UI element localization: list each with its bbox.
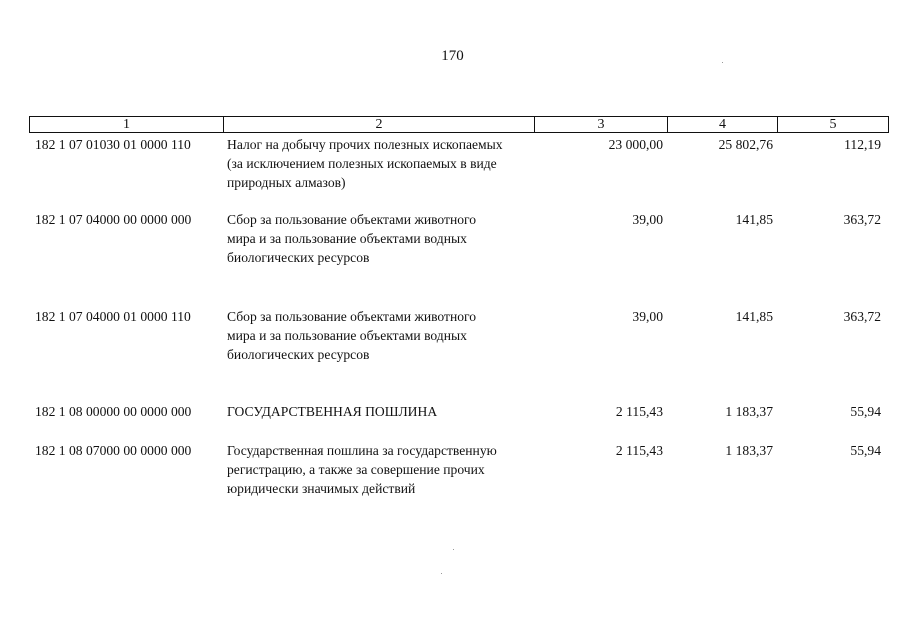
row-value-5: 112,19 bbox=[844, 137, 881, 152]
description-line: Налог на добычу прочих полезных ископаемых bbox=[227, 137, 503, 152]
row-code: 182 1 08 00000 00 0000 000 bbox=[35, 404, 192, 419]
column-header-1: 1 bbox=[30, 117, 224, 132]
column-header-5: 5 bbox=[829, 117, 837, 132]
row-code: 182 1 07 04000 01 0000 110 bbox=[35, 309, 191, 324]
description-line: Сбор за пользование объектами животного bbox=[227, 309, 477, 324]
row-value-5: 363,72 bbox=[843, 212, 881, 227]
description-line: юридически значимых действий bbox=[227, 481, 416, 496]
column-header-2: 2 bbox=[224, 117, 535, 132]
description-line: мира и за пользование объектами водных bbox=[227, 328, 467, 343]
row-code: 182 1 07 04000 00 0000 000 bbox=[35, 212, 192, 227]
description-line: Государственная пошлина за государственную bbox=[227, 443, 497, 458]
row-code: 182 1 07 01030 01 0000 110 bbox=[35, 137, 191, 152]
column-header-3: 3 bbox=[535, 117, 668, 132]
scan-speck bbox=[453, 549, 454, 550]
row-description bbox=[227, 441, 545, 498]
row-value-5: 363,72 bbox=[843, 309, 881, 324]
description-line: ГОСУДАРСТВЕННАЯ ПОШЛИНА bbox=[227, 404, 438, 419]
description-line: природных алмазов) bbox=[227, 175, 346, 190]
row-value-3: 23 000,00 bbox=[608, 137, 663, 152]
row-value-3: 39,00 bbox=[632, 212, 663, 227]
description-line: (за исключением полезных ископаемых в виде bbox=[227, 156, 497, 171]
scan-speck bbox=[441, 573, 442, 574]
row-description bbox=[227, 210, 545, 267]
description-line: мира и за пользование объектами водных bbox=[227, 231, 467, 246]
row-description bbox=[227, 307, 545, 364]
description-line: биологических ресурсов bbox=[227, 250, 370, 265]
row-value-4: 141,85 bbox=[735, 212, 773, 227]
row-value-5: 55,94 bbox=[850, 443, 881, 458]
page-number: 170 bbox=[441, 48, 464, 64]
row-value-4: 1 183,37 bbox=[725, 443, 773, 458]
row-value-4: 25 802,76 bbox=[718, 137, 773, 152]
row-value-4: 1 183,37 bbox=[725, 404, 773, 419]
column-header-4: 4 bbox=[668, 117, 778, 132]
row-description bbox=[227, 135, 545, 192]
row-value-5: 55,94 bbox=[850, 404, 881, 419]
scan-speck bbox=[722, 62, 723, 63]
table-header bbox=[29, 116, 889, 133]
description-line: регистрацию, а также за совершение прочих bbox=[227, 462, 485, 477]
row-description bbox=[227, 402, 545, 421]
row-code: 182 1 08 07000 00 0000 000 bbox=[35, 443, 192, 458]
description-line: Сбор за пользование объектами животного bbox=[227, 212, 477, 227]
description-line: биологических ресурсов bbox=[227, 347, 370, 362]
row-value-3: 2 115,43 bbox=[615, 443, 663, 458]
row-value-4: 141,85 bbox=[735, 309, 773, 324]
row-value-3: 2 115,43 bbox=[615, 404, 663, 419]
row-value-3: 39,00 bbox=[632, 309, 663, 324]
